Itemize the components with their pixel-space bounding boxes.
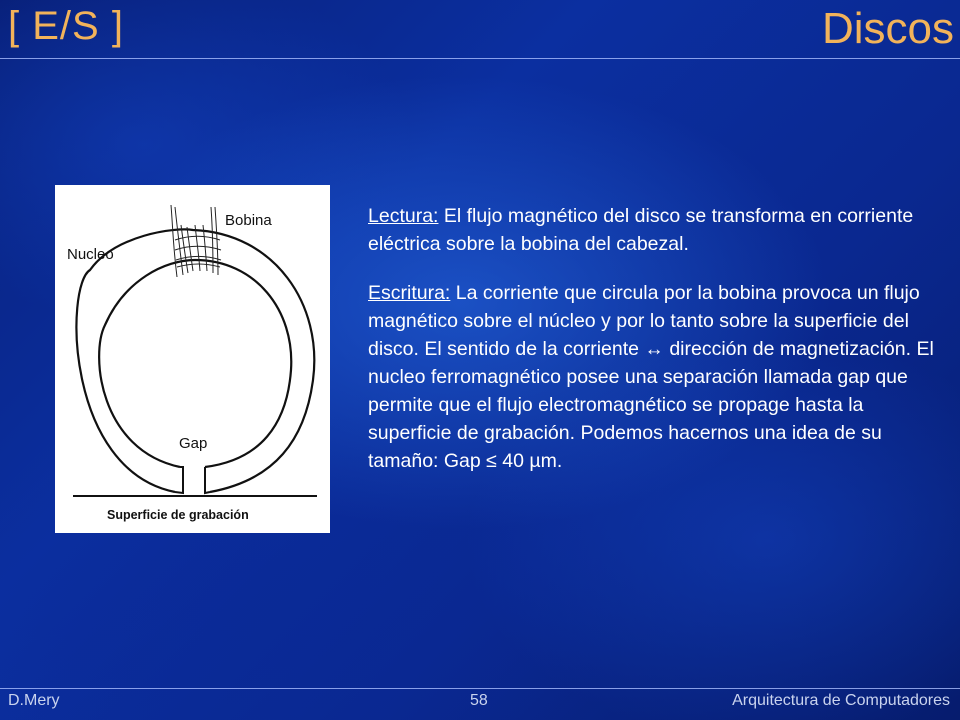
escritura-text: La corriente que circula por la bobina provoca un flujo magnético sobre el núcleo y por lo tanto sobre la superficie del disco. El sentido de la corriente ↔ dirección de magnetización. El nucleo ferromagnético posee una separación llamada gap que permite que el flujo electromagnético se propage hasta la superficie de grabación. Podemos hacernos una idea de su tamaño: Gap ≤ 40 µm.: [368, 282, 934, 472]
section-label: [ E/S ]: [8, 4, 124, 48]
coil-windings: [171, 205, 221, 277]
page-title: Discos: [821, 4, 954, 53]
footer-author: D.Mery: [8, 692, 60, 709]
footer-divider: [0, 688, 960, 689]
lectura-text: El flujo magnético del disco se transforma en corriente eléctrica sobre la bobina del cabezal.: [368, 205, 914, 255]
paragraph-lectura: [368, 202, 943, 258]
paragraph-escritura: [368, 279, 943, 475]
core-outer-ring: [76, 229, 314, 492]
figure-caption: Superficie de grabación: [107, 508, 249, 522]
label-nucleo: Nucleo: [67, 246, 114, 263]
label-gap: Gap: [179, 435, 208, 452]
header-divider: [0, 58, 960, 59]
escritura-label: Escritura:: [368, 282, 451, 304]
label-bobina: Bobina: [225, 212, 272, 229]
gap-left-leg: [175, 467, 183, 493]
footer-course: Arquitectura de Computadores: [732, 692, 950, 709]
gap-right-leg: [205, 467, 210, 493]
read-write-head-diagram: [55, 185, 330, 533]
lectura-label: Lectura:: [368, 205, 439, 227]
head-diagram-svg: [55, 185, 330, 533]
explanation-text: [368, 202, 943, 496]
footer-page-number: 58: [470, 692, 488, 709]
